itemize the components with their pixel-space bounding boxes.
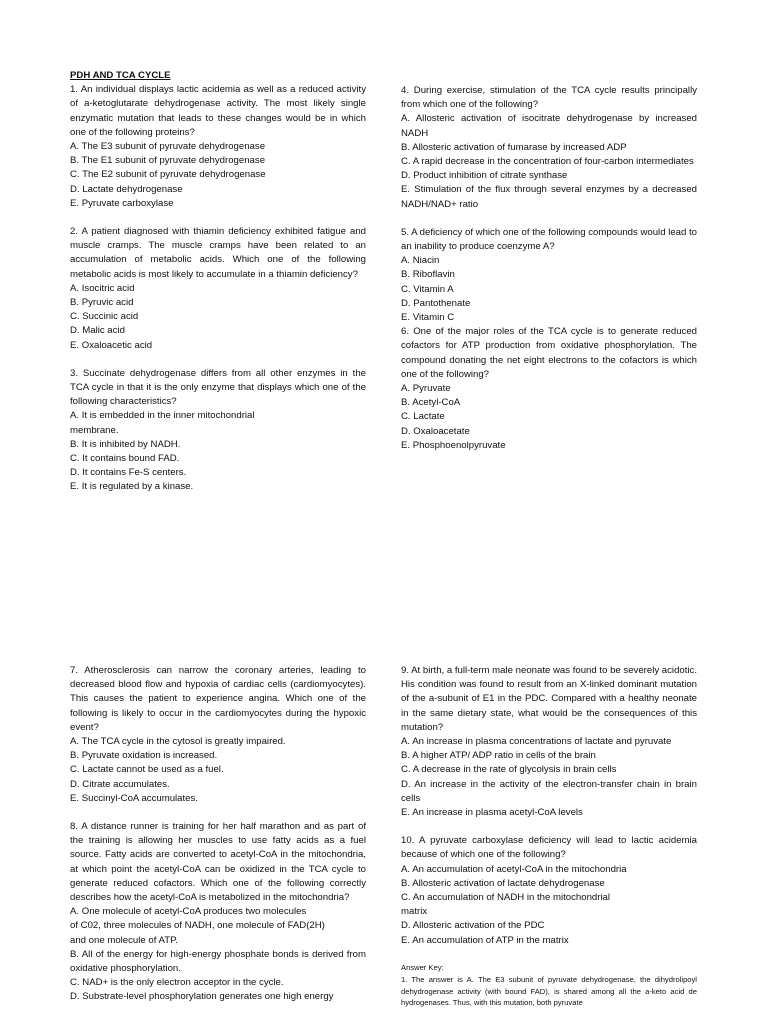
column-left-top xyxy=(70,69,366,509)
question-9 xyxy=(401,664,697,820)
option: B. Pyruvic acid xyxy=(70,297,134,309)
question-stem: 2. A patient diagnosed with thiamin deficiency exhibited fatigue and muscle cramps. The muscle cramps have been related to an accumulation of metabolic acids. Which one of the following metabolic acids is most likely to accumulate in a thiamin deficiency? xyxy=(70,226,366,280)
option: A. It is embedded in the inner mitochondrial xyxy=(70,410,255,422)
page-title: PDH AND TCA CYCLE xyxy=(70,70,171,81)
option: B. Pyruvate oxidation is increased. xyxy=(70,750,218,762)
question-8 xyxy=(70,820,366,1005)
question-3 xyxy=(70,367,366,495)
option: B. Acetyl-CoA xyxy=(401,397,461,409)
option: C. The E2 subunit of pyruvate dehydrogenase xyxy=(70,169,266,181)
option: B. Allosteric activation of fumarase by increased ADP xyxy=(401,141,627,153)
option: E. An increase in plasma acetyl-CoA levels xyxy=(401,807,583,819)
option: E. Phosphoenolpyruvate xyxy=(401,439,506,451)
answer-key-title: Answer Key: xyxy=(401,962,444,972)
option: A. Niacin xyxy=(401,255,440,267)
option: and one molecule of ATP. xyxy=(70,934,178,946)
option: matrix xyxy=(401,906,428,918)
column-right-bottom xyxy=(401,664,697,1009)
option: E. An accumulation of ATP in the matrix xyxy=(401,934,569,946)
option: A. An increase in plasma concentrations of lactate and pyruvate xyxy=(401,736,672,748)
option: C. An accumulation of NADH in the mitochondrial xyxy=(401,892,611,904)
option: A. The E3 subunit of pyruvate dehydrogenase xyxy=(70,141,266,153)
option: D. Substrate-level phosphorylation generates one high energy xyxy=(70,991,334,1003)
question-6 xyxy=(401,325,697,453)
option: D. It contains Fe-S centers. xyxy=(70,467,187,479)
option: E. Vitamin C xyxy=(401,312,455,324)
option: A. Allosteric activation of isocitrate dehydrogenase by increased NADH xyxy=(401,113,697,139)
option: B. Riboflavin xyxy=(401,269,455,281)
option: D. Product inhibition of citrate synthase xyxy=(401,170,568,182)
option: C. It contains bound FAD. xyxy=(70,453,180,465)
answer-key-text: 1. The answer is A. The E3 subunit of pyruvate dehydrogenase, the dihydrolipoyl dehydrogenase activity (with bound FAD), is shared among all the a-keto acid de hydrogenases. Thus, with this mutation, both pyruvate xyxy=(401,975,697,1008)
option: B. A higher ATP/ ADP ratio in cells of the brain xyxy=(401,750,596,762)
column-left-bottom xyxy=(70,664,366,1019)
question-stem: 6. One of the major roles of the TCA cycle is to generate reduced cofactors for ATP production from oxidative phosphorylation. The compound donating the net eight electrons to the cofactors is which one of the following? xyxy=(401,326,697,380)
option: A. An accumulation of acetyl-CoA in the mitochondria xyxy=(401,863,627,875)
question-stem: 3. Succinate dehydrogenase differs from all other enzymes in the TCA cycle in that it is the only enzyme that displays which one of the following characteristics? xyxy=(70,367,366,408)
question-stem: 8. A distance runner is training for her half marathon and as part of the training is allowing her muscles to use fatty acids as a fuel source. Fatty acids are converted to acetyl-CoA in the mitochondria, at which point the acetyl-CoA can be oxidized in the TCA cycle to generate reduced cofactors. Which one of the following correctly describes how the acetyl-CoA is metabolized in the mitochondria? xyxy=(70,821,366,904)
answer-key xyxy=(401,962,697,1009)
option: D. An increase in the activity of the electron-transfer chain in brain cells xyxy=(401,778,697,804)
option: A. Pyruvate xyxy=(401,383,451,395)
option: C. Succinic acid xyxy=(70,311,139,323)
option: D. Pantothenate xyxy=(401,297,471,309)
option: C. Lactate xyxy=(401,411,445,423)
question-stem: 5. A deficiency of which one of the following compounds would lead to an inability to produce coenzyme A? xyxy=(401,226,697,253)
option: B. It is inhibited by NADH. xyxy=(70,438,181,450)
option: C. Vitamin A xyxy=(401,283,454,295)
option: membrane. xyxy=(70,424,119,436)
option: C. A rapid decrease in the concentration of four-carbon intermediates xyxy=(401,156,694,168)
option: B. Allosteric activation of lactate dehydrogenase xyxy=(401,877,605,889)
question-stem: 9. At birth, a full-term male neonate was found to be severely acidotic. His condition was found to result from an X-linked dominant mutation of the a-subunit of E1 in the PDC. Compared with a healthy neonate in the same dietary state, what would be the consequences of this mutation? xyxy=(401,665,697,733)
option: B. The E1 subunit of pyruvate dehydrogenase xyxy=(70,155,266,167)
option: D. Allosteric activation of the PDC xyxy=(401,920,545,932)
option: C. NAD+ is the only electron acceptor in the cycle. xyxy=(70,977,284,989)
option: D. Lactate dehydrogenase xyxy=(70,183,183,195)
option: E. Stimulation of the flux through several enzymes by a decreased NADH/NAD+ ratio xyxy=(401,184,697,210)
question-4 xyxy=(401,84,697,212)
option: of C02, three molecules of NADH, one molecule of FAD(2H) xyxy=(70,920,325,932)
option: D. Citrate accumulates. xyxy=(70,778,170,790)
option: C. A decrease in the rate of glycolysis in brain cells xyxy=(401,764,617,776)
question-stem: 4. During exercise, stimulation of the TCA cycle results principally from which one of the following? xyxy=(401,85,697,111)
question-2 xyxy=(70,225,366,353)
option: E. Oxaloacetic acid xyxy=(70,339,153,351)
question-7 xyxy=(70,664,366,806)
option: D. Malic acid xyxy=(70,325,125,337)
option: E. Pyruvate carboxylase xyxy=(70,197,174,209)
question-stem: 1. An individual displays lactic acidemia as well as a reduced activity of a-ketoglutarate dehydrogenase activity. The most likely single enzymatic mutation that leads to these changes would be in which one of the following proteins? xyxy=(70,84,366,138)
question-10 xyxy=(401,834,697,948)
question-1 xyxy=(70,83,366,211)
option: A. One molecule of acetyl-CoA produces two molecules xyxy=(70,906,307,918)
question-stem: 10. A pyruvate carboxylase deficiency will lead to lactic acidemia because of which one of the following? xyxy=(401,835,697,861)
option: A. Isocitric acid xyxy=(70,282,135,294)
question-5 xyxy=(401,226,697,325)
option: D. Oxaloacetate xyxy=(401,425,470,437)
option: E. Succinyl-CoA accumulates. xyxy=(70,792,198,804)
column-right-top xyxy=(401,84,697,467)
question-stem: 7. Atherosclerosis can narrow the coronary arteries, leading to decreased blood flow and hypoxia of cardiac cells (cardiomyocytes). This causes the patient to experience angina. Which one of the following is likely to occur in the cardiomyocytes during the hypoxic event? xyxy=(70,665,366,733)
option: C. Lactate cannot be used as a fuel. xyxy=(70,764,224,776)
option: A. The TCA cycle in the cytosol is greatly impaired. xyxy=(70,736,286,748)
option: E. It is regulated by a kinase. xyxy=(70,481,194,493)
option: B. All of the energy for high-energy phosphate bonds is derived from oxidative phosphorylation. xyxy=(70,948,366,975)
